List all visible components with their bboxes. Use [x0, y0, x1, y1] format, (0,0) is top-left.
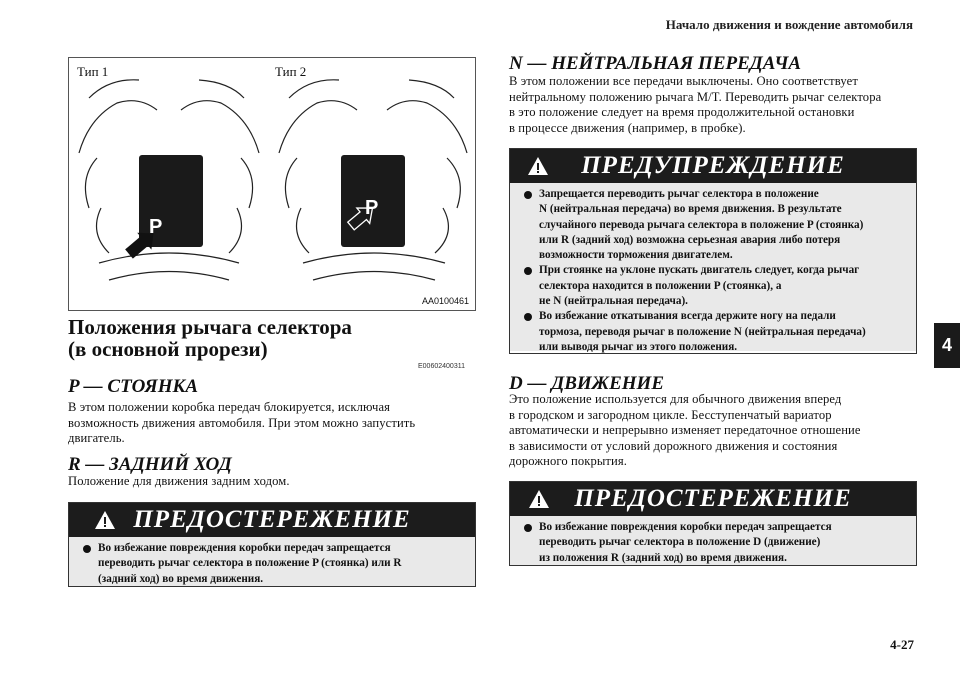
warning-title: ПРЕДУПРЕЖДЕНИЕ	[581, 152, 845, 179]
neutral-text	[509, 74, 881, 136]
park-text	[68, 400, 415, 447]
bullet-icon	[524, 524, 532, 532]
warning-triangle-icon	[527, 156, 549, 176]
bullet-icon	[524, 313, 532, 321]
text-line: в зависимости от условий дорожного движения и состояния	[509, 438, 838, 453]
list-item: Во избежание повреждения коробки передач запрещается переводить рычаг селектора в положение D (движение) из положения R (задний ход) во время движения.	[522, 520, 908, 566]
text-line: В этом положении все передачи выключены. Оно соответствует	[509, 74, 858, 88]
text-line: в городском и загородном цикле. Бесступенчатый вариатор	[509, 407, 832, 422]
caution-header	[510, 482, 916, 516]
section-tab: 4	[934, 323, 960, 368]
bullet-icon	[524, 191, 532, 199]
heading-line-2: (в основной прорези)	[68, 337, 268, 361]
list-item: Во избежание откатывания всегда держите ногу на педали тормоза, переводя рычаг в положение N (нейтральная передача) или выводя рычаг из этого положения.	[522, 309, 908, 355]
list-item: Запрещается переводить рычаг селектора в положение N (нейтральная передача) во время движения. В результате случайного перевода рычага селектора в положение P (стоянка) или R (задний ход) возможна серьезная авария либо потеря возможности торможения двигателем.	[522, 187, 908, 263]
gear-indicator-figure	[68, 57, 476, 311]
text-line: нейтральному положению рычага M/T. Переводить рычаг селектора	[509, 89, 882, 104]
heading-code: E00602400311	[418, 363, 465, 370]
list-item: При стоянке на уклоне пускать двигатель следует, когда рычаг селектора находится в положении P (стоянка), а не N (нейтральная передача).	[522, 263, 908, 309]
warning-triangle-icon	[94, 510, 116, 530]
text-line: дорожного покрытия.	[509, 454, 628, 468]
text-line: в процессе движения (например, в пробке).	[509, 120, 746, 135]
bullet-icon	[524, 267, 532, 275]
drive-title: D — ДВИЖЕНИЕ	[509, 373, 664, 394]
caution-title: ПРЕДОСТЕРЕЖЕНИЕ	[133, 506, 411, 533]
heading-line-1: Положения рычага селектора	[68, 315, 352, 339]
caution-box-left	[68, 502, 476, 587]
type2-label: Тип 2	[275, 64, 307, 79]
text-line: возможность движения автомобиля. При этом можно запустить	[68, 415, 416, 430]
type1-label: Тип 1	[77, 64, 109, 79]
warning-body	[510, 183, 916, 351]
bullet-icon	[83, 545, 91, 553]
warning-box	[509, 148, 917, 354]
caution-body	[510, 516, 916, 565]
instrument-cluster-illustration	[69, 58, 477, 312]
text-line: Положение для движения задним ходом.	[68, 474, 290, 488]
neutral-title: N — НЕЙТРАЛЬНАЯ ПЕРЕДАЧА	[509, 53, 802, 74]
warning-triangle-icon	[528, 489, 550, 509]
text-line: в это положение следует на время продолжительной остановки	[509, 105, 855, 119]
reverse-title: R — ЗАДНИЙ ХОД	[68, 454, 232, 475]
text-line: Это положение используется для обычного движения вперед	[509, 392, 842, 406]
gear-letter-type2: P	[365, 197, 379, 219]
running-header: Начало движения и вождение автомобиля	[665, 17, 913, 32]
text-line: автоматически и непрерывно изменяет передаточное отношение	[509, 423, 861, 437]
caution-box-right	[509, 481, 917, 566]
gear-letter-type1: P	[149, 216, 163, 238]
caution-body	[69, 537, 475, 586]
reverse-text	[68, 474, 290, 490]
page-heading	[68, 316, 352, 360]
text-line: В этом положении коробка передач блокируется, исключая	[68, 400, 391, 414]
park-title: P — СТОЯНКА	[68, 376, 199, 397]
text-line: двигатель.	[68, 431, 125, 445]
warning-header	[510, 149, 916, 183]
caution-header	[69, 503, 475, 537]
drive-text	[509, 392, 861, 470]
list-item: Во избежание повреждения коробки передач запрещается переводить рычаг селектора в положение P (стоянка) или R (задний ход) во время движения.	[81, 541, 467, 587]
page-number: 4-27	[890, 637, 914, 652]
figure-code: AA0100461	[421, 296, 469, 306]
caution-title: ПРЕДОСТЕРЕЖЕНИЕ	[574, 485, 852, 512]
